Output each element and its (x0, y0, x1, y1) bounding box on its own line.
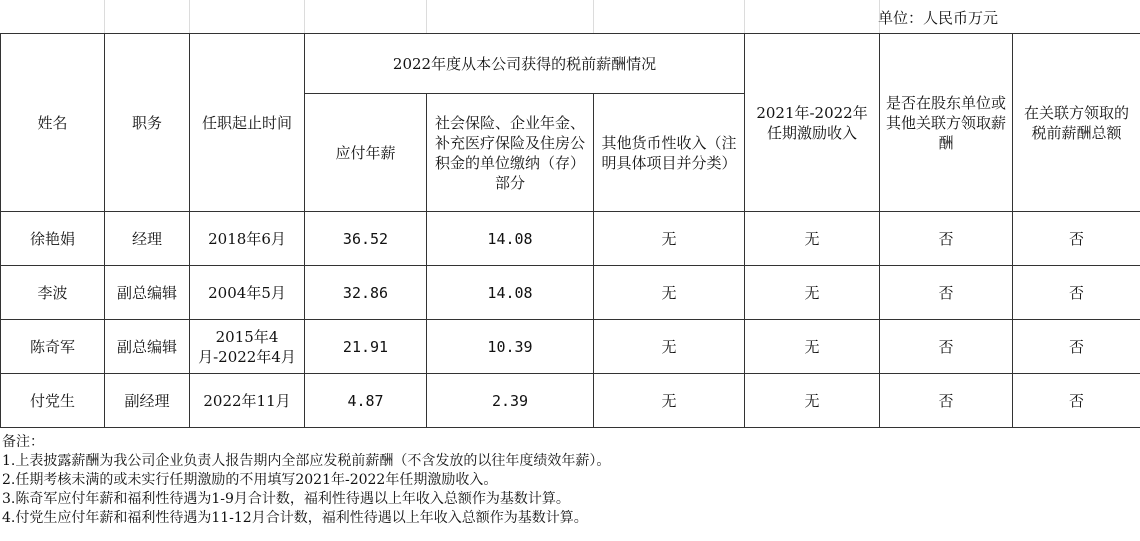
cell-incentive: 无 (745, 374, 880, 428)
cell-shareholder: 否 (880, 212, 1013, 266)
cell-tenure: 2022年11月 (190, 374, 305, 428)
cell-incentive: 无 (745, 266, 880, 320)
table-row (1, 320, 1140, 374)
cell-related: 否 (1013, 374, 1140, 428)
cell-name: 陈奇军 (1, 320, 105, 374)
cell-position: 副总编辑 (105, 266, 190, 320)
cell-incentive: 无 (745, 320, 880, 374)
unit-label: 单位：人民币万元 (878, 9, 999, 27)
table-row (1, 266, 1140, 320)
cell-name: 付党生 (1, 374, 105, 428)
cell-name: 徐艳娟 (1, 212, 105, 266)
cell-other: 无 (594, 266, 745, 320)
header-name: 姓名 (1, 34, 105, 212)
note-item: 1.上表披露薪酬为我公司企业负责人报告期内全部应发税前薪酬（不含发放的以往年度绩效年薪）。 (2, 453, 611, 469)
salary-table (0, 33, 1140, 428)
header-tenure: 任职起止时间 (190, 34, 305, 212)
header-incentive: 2021年-2022年任期激励收入 (745, 34, 880, 212)
header-other-income: 其他货币性收入（注明具体项目并分类） (594, 94, 745, 212)
cell-related: 否 (1013, 266, 1140, 320)
cell-name: 李波 (1, 266, 105, 320)
table-row (1, 212, 1140, 266)
cell-shareholder: 否 (880, 374, 1013, 428)
cell-social: 14.08 (427, 266, 594, 320)
note-item: 4.付党生应付年薪和福利性待遇为11-12月合计数，福利性待遇以上年收入总额作为基数计算。 (2, 510, 588, 526)
notes-section (2, 433, 610, 528)
cell-shareholder: 否 (880, 266, 1013, 320)
header-salary: 应付年薪 (305, 94, 427, 212)
cell-position: 副经理 (105, 374, 190, 428)
header-related-total: 在关联方领取的税前薪酬总额 (1013, 34, 1140, 212)
header-position: 职务 (105, 34, 190, 212)
cell-tenure: 2004年5月 (190, 266, 305, 320)
cell-other: 无 (594, 212, 745, 266)
note-item: 2.任期考核未满的或未实行任期激励的不用填写2021年-2022年任期激励收入。 (2, 472, 498, 488)
note-item: 3.陈奇军应付年薪和福利性待遇为1-9月合计数，福利性待遇以上年收入总额作为基数计算。 (2, 491, 570, 507)
cell-salary: 36.52 (305, 212, 427, 266)
header-social: 社会保险、企业年金、补充医疗保险及住房公积金的单位缴纳（存）部分 (427, 94, 594, 212)
cell-social: 2.39 (427, 374, 594, 428)
cell-position: 经理 (105, 212, 190, 266)
cell-tenure: 2015年4月-2022年4月 (190, 320, 305, 374)
header-shareholder: 是否在股东单位或其他关联方领取薪酬 (880, 34, 1013, 212)
cell-related: 否 (1013, 212, 1140, 266)
notes-title: 备注： (2, 434, 44, 450)
cell-salary: 21.91 (305, 320, 427, 374)
cell-position: 副总编辑 (105, 320, 190, 374)
cell-incentive: 无 (745, 212, 880, 266)
cell-other: 无 (594, 374, 745, 428)
cell-shareholder: 否 (880, 320, 1013, 374)
cell-tenure: 2018年6月 (190, 212, 305, 266)
header-2022-salary-group: 2022年度从本公司获得的税前薪酬情况 (305, 34, 745, 94)
cell-social: 14.08 (427, 212, 594, 266)
cell-other: 无 (594, 320, 745, 374)
cell-social: 10.39 (427, 320, 594, 374)
cell-salary: 4.87 (305, 374, 427, 428)
header-row-1 (1, 34, 1140, 94)
cell-related: 否 (1013, 320, 1140, 374)
cell-salary: 32.86 (305, 266, 427, 320)
table-row (1, 374, 1140, 428)
